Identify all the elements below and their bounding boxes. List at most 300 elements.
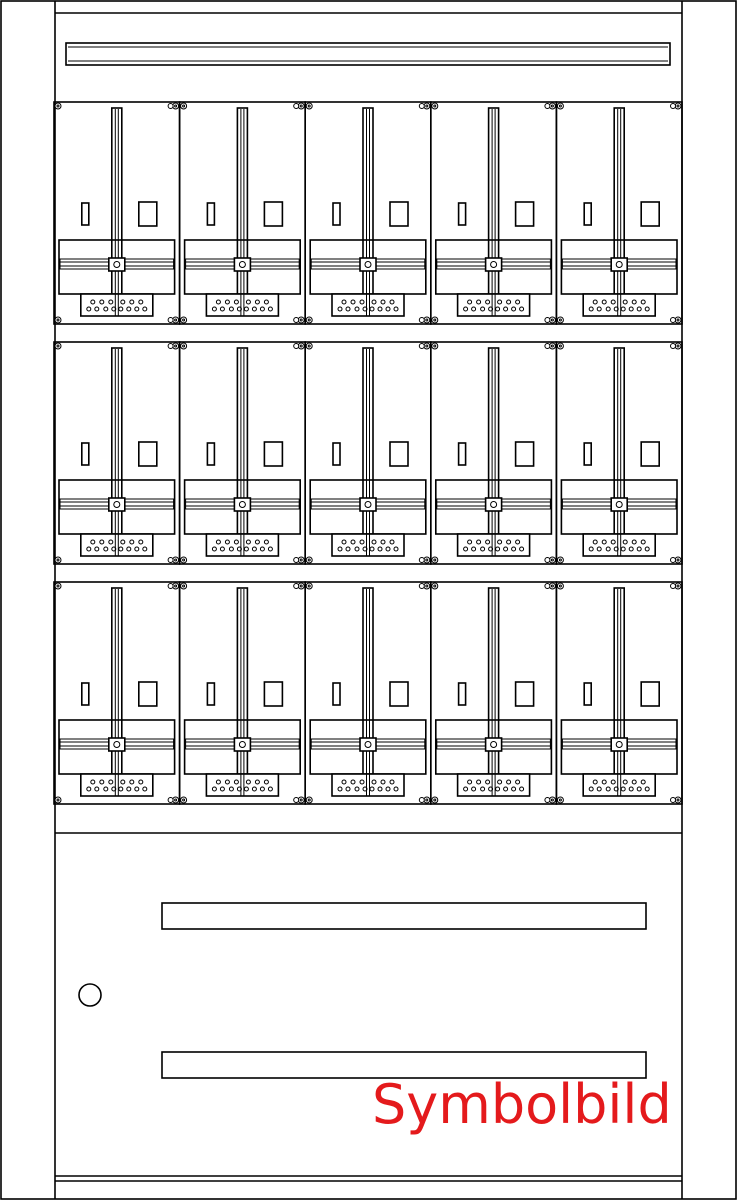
meter-module — [305, 342, 431, 564]
terminal-icon — [260, 787, 264, 791]
terminal-icon — [225, 300, 229, 304]
busbar — [614, 348, 624, 550]
slot-wide — [516, 202, 534, 226]
terminal-icon — [246, 300, 250, 304]
slot-narrow — [584, 203, 591, 225]
screw-center-icon — [677, 345, 679, 347]
terminal-icon — [611, 540, 615, 544]
terminal-block — [583, 774, 655, 796]
terminal-icon — [127, 547, 131, 551]
meter-module — [556, 582, 682, 804]
terminal-icon — [520, 787, 524, 791]
terminal-block — [206, 294, 278, 316]
screw-center-icon — [426, 585, 428, 587]
screw-icon — [168, 318, 173, 323]
terminal-icon — [351, 300, 355, 304]
terminal-icon — [589, 307, 593, 311]
terminal-icon — [372, 300, 376, 304]
meter-module — [54, 582, 180, 804]
terminal-block — [81, 774, 153, 796]
terminal-icon — [244, 787, 248, 791]
slot-narrow — [459, 203, 466, 225]
terminal-icon — [360, 300, 364, 304]
terminal-icon — [641, 780, 645, 784]
slot-wide — [139, 202, 157, 226]
terminal-icon — [381, 540, 385, 544]
terminal-icon — [621, 787, 625, 791]
busbar — [363, 108, 373, 310]
terminal-icon — [338, 787, 342, 791]
terminal-icon — [623, 300, 627, 304]
terminal-icon — [220, 787, 224, 791]
terminal-icon — [264, 300, 268, 304]
terminal-icon — [355, 307, 359, 311]
terminal-icon — [342, 540, 346, 544]
screw-center-icon — [551, 559, 553, 561]
clamp-screw-icon — [114, 742, 120, 748]
busbar — [489, 588, 499, 790]
terminal-icon — [370, 787, 374, 791]
screw-center-icon — [677, 559, 679, 561]
screw-icon — [168, 798, 173, 803]
meter-module — [54, 342, 180, 564]
terminal-icon — [87, 547, 91, 551]
terminal-icon — [606, 787, 610, 791]
screw-center-icon — [300, 559, 302, 561]
screw-icon — [671, 798, 676, 803]
terminal-icon — [360, 540, 364, 544]
terminal-icon — [645, 307, 649, 311]
screw-center-icon — [308, 559, 310, 561]
slot-narrow — [333, 443, 340, 465]
terminal-icon — [268, 787, 272, 791]
screw-center-icon — [677, 105, 679, 107]
screw-center-icon — [175, 345, 177, 347]
terminal-block — [332, 774, 404, 796]
terminal-icon — [255, 540, 259, 544]
screw-icon — [545, 798, 550, 803]
terminal-icon — [602, 780, 606, 784]
busbar — [237, 108, 247, 310]
terminal-icon — [246, 540, 250, 544]
screw-icon — [168, 584, 173, 589]
terminal-icon — [229, 307, 233, 311]
terminal-icon — [623, 780, 627, 784]
terminal-icon — [252, 307, 256, 311]
clamp-screw-icon — [616, 742, 622, 748]
terminal-icon — [260, 307, 264, 311]
terminal-icon — [512, 787, 516, 791]
terminal-icon — [520, 547, 524, 551]
terminal-icon — [496, 787, 500, 791]
terminal-icon — [593, 540, 597, 544]
terminal-icon — [481, 787, 485, 791]
slot-narrow — [584, 683, 591, 705]
meter-grid — [54, 102, 682, 804]
terminal-icon — [212, 307, 216, 311]
terminal-icon — [139, 300, 143, 304]
terminal-icon — [477, 540, 481, 544]
slot-wide — [139, 442, 157, 466]
clamp-screw-icon — [114, 262, 120, 268]
screw-icon — [419, 344, 424, 349]
terminal-icon — [468, 540, 472, 544]
terminal-icon — [225, 780, 229, 784]
lower-rail-upper — [162, 903, 646, 929]
slot-wide — [516, 442, 534, 466]
clamp-screw-icon — [239, 262, 245, 268]
screw-center-icon — [308, 799, 310, 801]
slot-narrow — [333, 203, 340, 225]
screw-center-icon — [57, 585, 59, 587]
screw-center-icon — [183, 799, 185, 801]
terminal-icon — [464, 787, 468, 791]
busbar — [112, 108, 122, 310]
terminal-icon — [216, 300, 220, 304]
terminal-icon — [378, 787, 382, 791]
terminal-icon — [127, 307, 131, 311]
terminal-icon — [130, 540, 134, 544]
screw-center-icon — [183, 559, 185, 561]
screw-center-icon — [308, 319, 310, 321]
terminal-block — [583, 534, 655, 556]
clamp-screw-icon — [365, 742, 371, 748]
screw-icon — [294, 344, 299, 349]
meter-module — [431, 342, 557, 564]
terminal-icon — [130, 780, 134, 784]
slot-narrow — [459, 683, 466, 705]
meter-module — [180, 582, 306, 804]
slot-narrow — [333, 683, 340, 705]
screw-icon — [419, 558, 424, 563]
meter-module — [556, 342, 682, 564]
terminal-icon — [481, 307, 485, 311]
terminal-icon — [645, 787, 649, 791]
terminal-icon — [512, 547, 516, 551]
slot-wide — [641, 682, 659, 706]
slot-narrow — [82, 683, 89, 705]
screw-center-icon — [559, 345, 561, 347]
terminal-icon — [496, 547, 500, 551]
terminal-icon — [346, 787, 350, 791]
terminal-icon — [355, 547, 359, 551]
terminal-icon — [139, 540, 143, 544]
terminal-icon — [468, 300, 472, 304]
screw-icon — [671, 558, 676, 563]
screw-center-icon — [57, 105, 59, 107]
terminal-icon — [234, 540, 238, 544]
screw-icon — [545, 344, 550, 349]
screw-center-icon — [300, 799, 302, 801]
terminal-icon — [597, 307, 601, 311]
terminal-icon — [381, 300, 385, 304]
watermark-label: Symbolbild — [372, 1073, 672, 1136]
terminal-icon — [91, 300, 95, 304]
terminal-icon — [100, 780, 104, 784]
terminal-icon — [104, 547, 108, 551]
terminal-icon — [372, 540, 376, 544]
terminal-icon — [645, 547, 649, 551]
terminal-icon — [520, 307, 524, 311]
terminal-block — [206, 774, 278, 796]
busbar — [489, 108, 499, 310]
terminal-icon — [593, 300, 597, 304]
screw-center-icon — [308, 105, 310, 107]
terminal-icon — [139, 780, 143, 784]
screw-icon — [419, 798, 424, 803]
terminal-icon — [360, 780, 364, 784]
slot-wide — [641, 202, 659, 226]
terminal-icon — [212, 547, 216, 551]
terminal-icon — [225, 540, 229, 544]
terminal-icon — [486, 780, 490, 784]
terminal-icon — [127, 787, 131, 791]
terminal-icon — [486, 300, 490, 304]
terminal-icon — [244, 547, 248, 551]
terminal-icon — [589, 787, 593, 791]
screw-icon — [294, 558, 299, 563]
terminal-icon — [355, 787, 359, 791]
terminal-icon — [264, 780, 268, 784]
meter-module — [54, 102, 180, 324]
terminal-icon — [346, 547, 350, 551]
clamp-screw-icon — [114, 502, 120, 508]
terminal-icon — [268, 307, 272, 311]
terminal-icon — [91, 540, 95, 544]
terminal-icon — [637, 787, 641, 791]
terminal-icon — [498, 780, 502, 784]
screw-center-icon — [559, 799, 561, 801]
screw-icon — [545, 318, 550, 323]
screw-icon — [419, 318, 424, 323]
meter-module — [556, 102, 682, 324]
screw-center-icon — [175, 105, 177, 107]
slot-narrow — [82, 203, 89, 225]
screw-center-icon — [300, 319, 302, 321]
screw-icon — [545, 104, 550, 109]
terminal-icon — [390, 540, 394, 544]
screw-center-icon — [300, 585, 302, 587]
clamp-screw-icon — [491, 742, 497, 748]
busbar — [614, 588, 624, 790]
terminal-icon — [143, 547, 147, 551]
terminal-icon — [229, 787, 233, 791]
clamp-screw-icon — [239, 742, 245, 748]
screw-center-icon — [426, 105, 428, 107]
screw-center-icon — [57, 799, 59, 801]
clamp-screw-icon — [365, 502, 371, 508]
terminal-icon — [394, 547, 398, 551]
meter-module — [431, 102, 557, 324]
terminal-icon — [255, 300, 259, 304]
terminal-icon — [268, 547, 272, 551]
screw-center-icon — [175, 585, 177, 587]
terminal-icon — [611, 780, 615, 784]
terminal-icon — [378, 307, 382, 311]
terminal-icon — [338, 547, 342, 551]
screw-icon — [671, 318, 676, 323]
screw-center-icon — [183, 585, 185, 587]
terminal-icon — [212, 787, 216, 791]
screw-center-icon — [426, 799, 428, 801]
terminal-icon — [516, 780, 520, 784]
terminal-icon — [87, 307, 91, 311]
terminal-icon — [121, 300, 125, 304]
terminal-block — [332, 294, 404, 316]
busbar — [237, 588, 247, 790]
slot-wide — [516, 682, 534, 706]
busbar — [112, 588, 122, 790]
terminal-icon — [498, 540, 502, 544]
slot-narrow — [207, 203, 214, 225]
terminal-block — [458, 534, 530, 556]
screw-center-icon — [559, 559, 561, 561]
clamp-screw-icon — [239, 502, 245, 508]
meter-module — [431, 582, 557, 804]
screw-icon — [168, 104, 173, 109]
terminal-icon — [135, 547, 139, 551]
screw-center-icon — [434, 105, 436, 107]
terminal-icon — [130, 300, 134, 304]
screw-center-icon — [183, 319, 185, 321]
terminal-icon — [597, 787, 601, 791]
meter-module — [180, 102, 306, 324]
terminal-icon — [472, 547, 476, 551]
slot-narrow — [584, 443, 591, 465]
terminal-icon — [372, 780, 376, 784]
terminal-icon — [378, 547, 382, 551]
terminal-icon — [104, 787, 108, 791]
slot-wide — [641, 442, 659, 466]
screw-icon — [419, 104, 424, 109]
terminal-icon — [252, 547, 256, 551]
clamp-screw-icon — [491, 262, 497, 268]
screw-center-icon — [434, 345, 436, 347]
terminal-icon — [516, 300, 520, 304]
terminal-icon — [477, 300, 481, 304]
slot-wide — [390, 442, 408, 466]
terminal-icon — [606, 307, 610, 311]
terminal-icon — [472, 307, 476, 311]
terminal-icon — [264, 540, 268, 544]
terminal-icon — [342, 780, 346, 784]
terminal-icon — [390, 300, 394, 304]
clamp-screw-icon — [491, 502, 497, 508]
terminal-icon — [606, 547, 610, 551]
busbar — [112, 348, 122, 550]
terminal-icon — [641, 300, 645, 304]
screw-center-icon — [57, 559, 59, 561]
screw-icon — [545, 584, 550, 589]
clamp-screw-icon — [616, 502, 622, 508]
meter-module — [305, 582, 431, 804]
terminal-icon — [370, 547, 374, 551]
screw-icon — [671, 344, 676, 349]
terminal-icon — [220, 547, 224, 551]
terminal-icon — [632, 780, 636, 784]
screw-center-icon — [57, 345, 59, 347]
terminal-icon — [338, 307, 342, 311]
terminal-icon — [95, 787, 99, 791]
terminal-icon — [87, 787, 91, 791]
terminal-icon — [504, 787, 508, 791]
screw-center-icon — [434, 559, 436, 561]
terminal-icon — [109, 780, 113, 784]
terminal-icon — [342, 300, 346, 304]
screw-center-icon — [677, 585, 679, 587]
screw-icon — [671, 584, 676, 589]
busbar — [363, 588, 373, 790]
screw-center-icon — [57, 319, 59, 321]
terminal-icon — [121, 540, 125, 544]
screw-center-icon — [559, 105, 561, 107]
terminal-icon — [504, 307, 508, 311]
terminal-icon — [143, 307, 147, 311]
screw-center-icon — [308, 585, 310, 587]
terminal-icon — [481, 547, 485, 551]
terminal-icon — [637, 307, 641, 311]
terminal-icon — [597, 547, 601, 551]
terminal-icon — [135, 307, 139, 311]
terminal-icon — [119, 547, 123, 551]
terminal-icon — [109, 540, 113, 544]
screw-center-icon — [434, 319, 436, 321]
slot-wide — [139, 682, 157, 706]
screw-center-icon — [434, 585, 436, 587]
terminal-icon — [119, 787, 123, 791]
terminal-icon — [95, 547, 99, 551]
terminal-icon — [486, 540, 490, 544]
terminal-icon — [100, 300, 104, 304]
terminal-block — [206, 534, 278, 556]
terminal-icon — [516, 540, 520, 544]
terminal-icon — [623, 540, 627, 544]
screw-icon — [419, 584, 424, 589]
terminal-block — [81, 534, 153, 556]
screw-center-icon — [434, 799, 436, 801]
terminal-icon — [260, 547, 264, 551]
terminal-icon — [246, 780, 250, 784]
busbar — [614, 108, 624, 310]
terminal-icon — [464, 307, 468, 311]
slot-wide — [264, 682, 282, 706]
terminal-icon — [95, 307, 99, 311]
meter-module — [305, 102, 431, 324]
screw-icon — [294, 798, 299, 803]
terminal-icon — [386, 307, 390, 311]
terminal-icon — [229, 547, 233, 551]
terminal-icon — [346, 307, 350, 311]
screw-icon — [168, 558, 173, 563]
terminal-icon — [512, 307, 516, 311]
slot-narrow — [207, 443, 214, 465]
terminal-icon — [504, 547, 508, 551]
slot-narrow — [82, 443, 89, 465]
slot-wide — [390, 682, 408, 706]
terminal-icon — [216, 780, 220, 784]
terminal-icon — [629, 787, 633, 791]
terminal-icon — [629, 547, 633, 551]
screw-center-icon — [426, 345, 428, 347]
screw-center-icon — [551, 799, 553, 801]
terminal-icon — [611, 300, 615, 304]
terminal-icon — [351, 780, 355, 784]
terminal-icon — [386, 787, 390, 791]
terminal-block — [81, 294, 153, 316]
screw-center-icon — [175, 799, 177, 801]
terminal-icon — [632, 540, 636, 544]
screw-icon — [294, 584, 299, 589]
